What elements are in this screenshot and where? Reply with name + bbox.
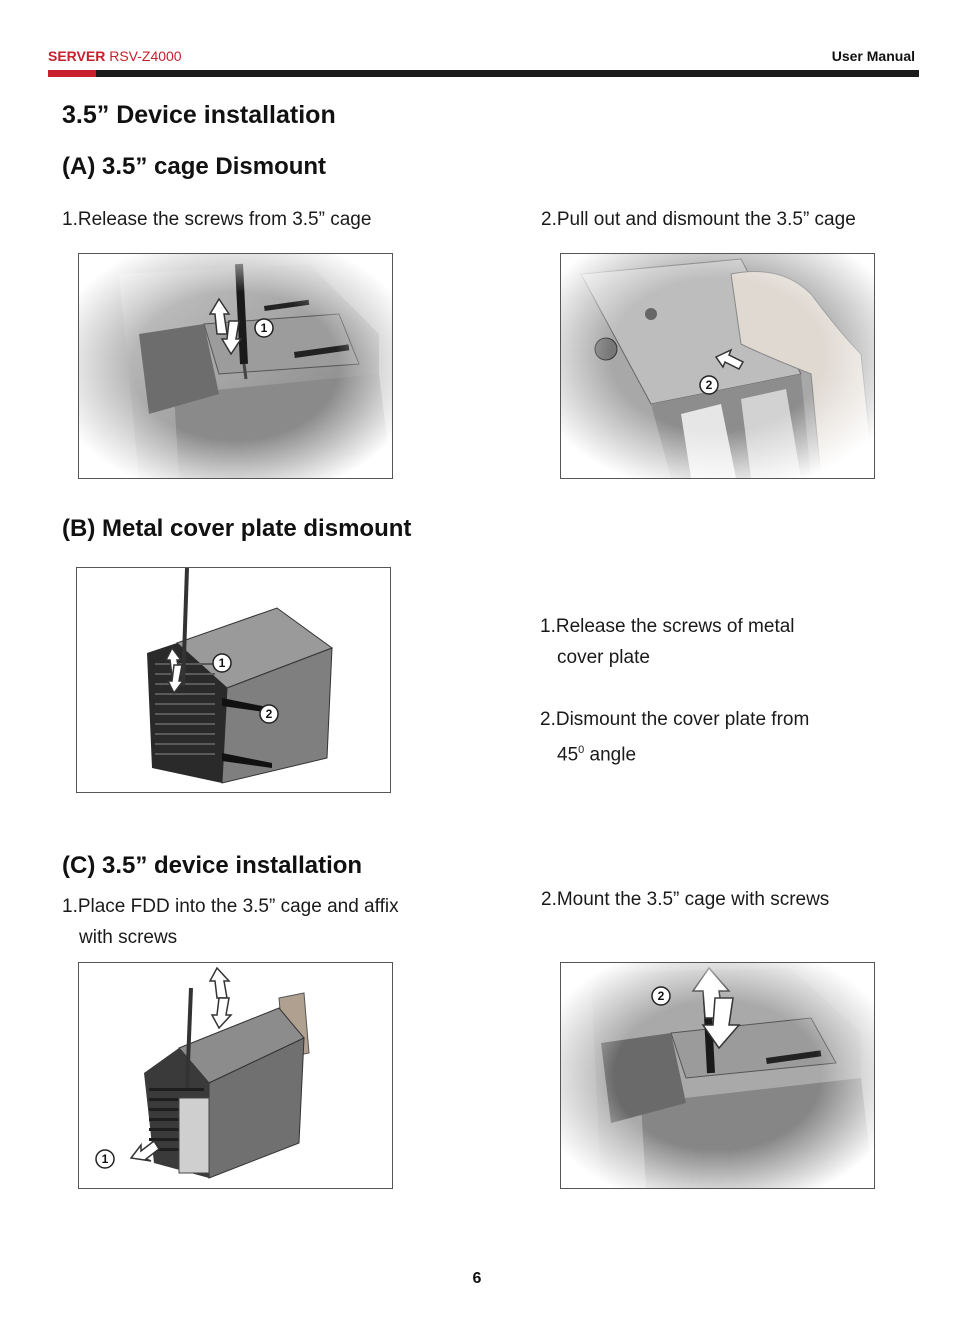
page-number: 6	[472, 1270, 482, 1287]
photo-pull-out-cage	[560, 253, 875, 479]
header-rule-accent	[48, 70, 96, 77]
section-c-step1-line1: 1.Place FDD into the 3.5” cage and affix	[62, 896, 399, 917]
section-b-step2	[540, 704, 809, 770]
section-b-step1-line1: 1.Release the screws of metal	[540, 616, 795, 637]
section-a-step2: 2.Pull out and dismount the 3.5” cage	[541, 209, 856, 230]
header-rule	[96, 70, 919, 77]
section-a-step1: 1.Release the screws from 3.5” cage	[62, 209, 372, 230]
angle-value: 45	[557, 744, 579, 766]
section-a-title: (A) 3.5” cage Dismount	[62, 153, 327, 180]
section-b-step2-line2	[540, 735, 809, 770]
photo-b-badge-1: 1	[218, 656, 226, 670]
header-brand: SERVER	[48, 48, 106, 64]
header-model: RSV-Z4000	[109, 48, 182, 64]
page-title: 3.5” Device installation	[62, 101, 336, 129]
section-c-title: (C) 3.5” device installation	[62, 852, 363, 879]
running-header-left	[48, 48, 182, 64]
section-b-step1	[540, 611, 795, 673]
header-manual-label: User Manual	[831, 48, 915, 64]
section-b-step2-line1: 2.Dismount the cover plate from	[540, 709, 810, 730]
photo-cover-plate-dismount	[76, 567, 391, 793]
photo2-step-badge: 2	[705, 378, 713, 392]
section-b-title: (B) Metal cover plate dismount	[62, 515, 412, 542]
section-c-step2: 2.Mount the 3.5” cage with screws	[541, 889, 830, 910]
section-c-step1	[62, 891, 399, 953]
angle-superscript: 0	[578, 744, 585, 756]
angle-suffix: angle	[584, 744, 637, 766]
section-c-step1-line2: with screws	[79, 927, 178, 948]
photo-c2-badge: 2	[657, 989, 665, 1003]
photo-mount-cage	[560, 962, 875, 1189]
photo1-step-badge: 1	[260, 321, 268, 335]
photo-c1-badge: 1	[101, 1152, 109, 1166]
photo-place-fdd	[78, 962, 393, 1189]
photo-release-cage-screws	[78, 253, 393, 479]
photo-b-badge-2: 2	[265, 707, 273, 721]
section-b-step1-line2: cover plate	[557, 647, 650, 668]
